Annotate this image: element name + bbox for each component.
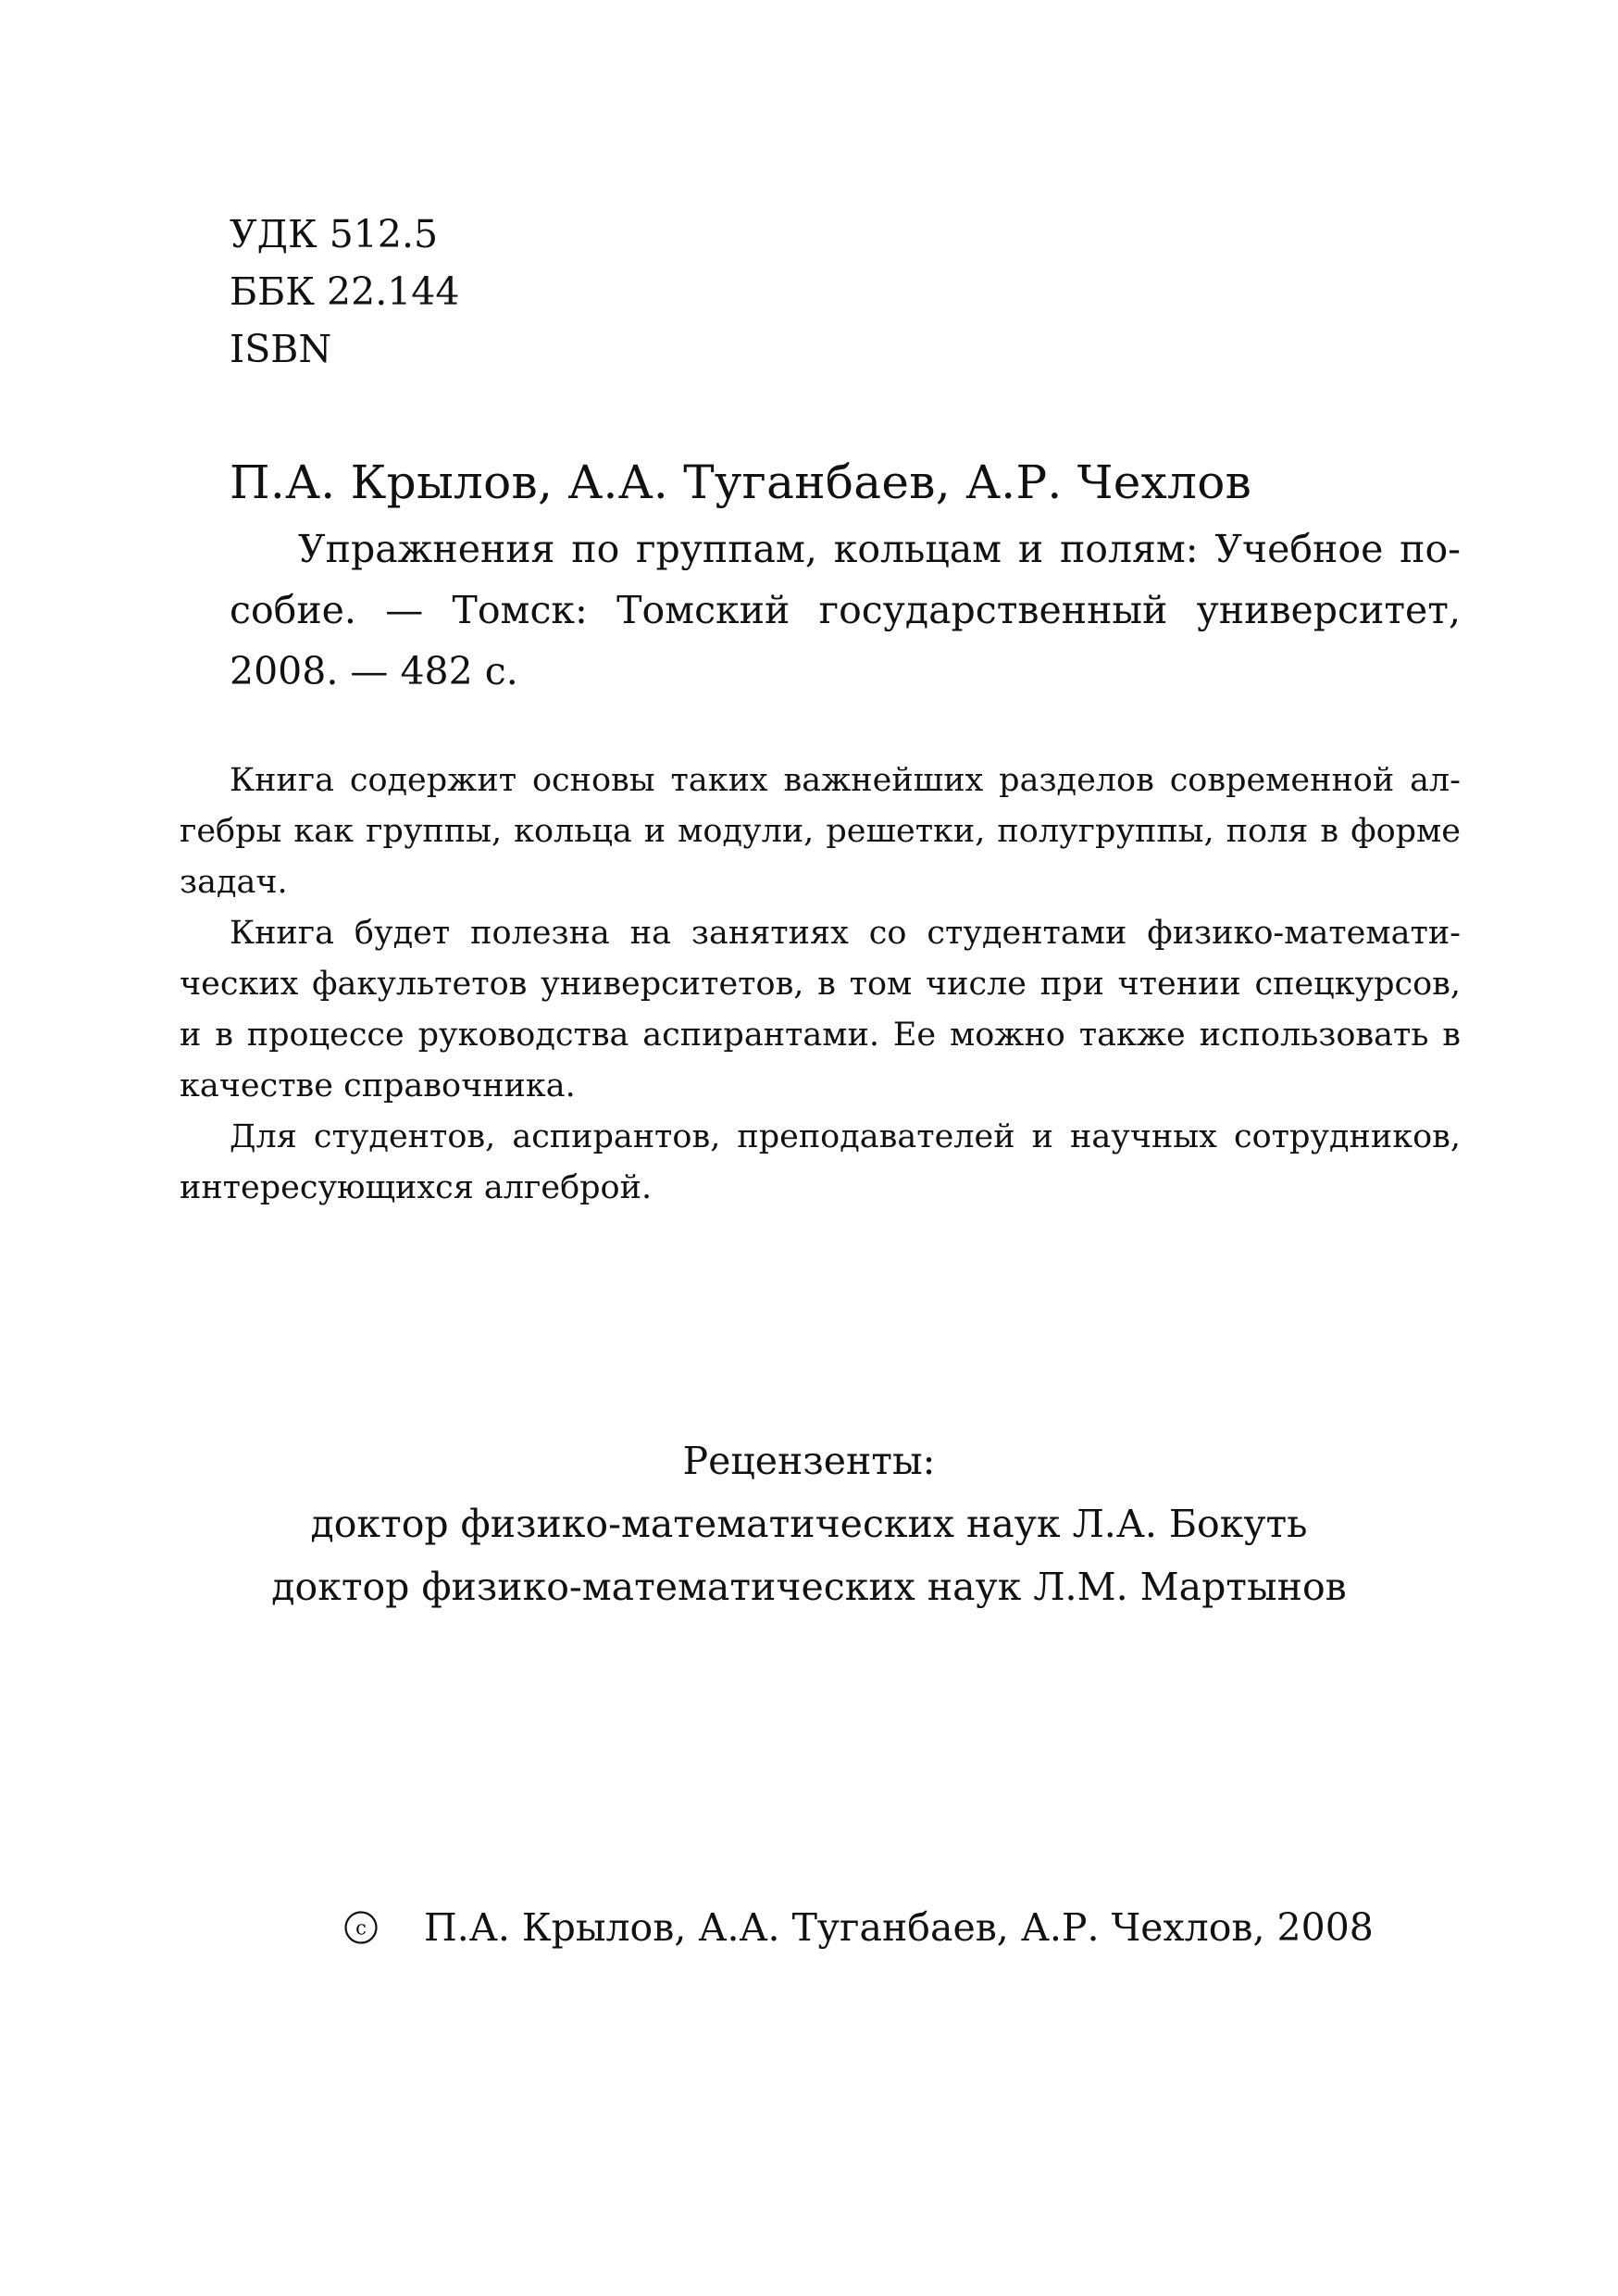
copyright-text: П.А. Крылов, А.А. Туганбаев, А.Р. Чехлов, 2008: [424, 1905, 1374, 1950]
copyright-icon: [344, 1911, 378, 1944]
annotation: [180, 755, 1461, 1214]
bbk-code: ББК 22.144: [230, 269, 460, 314]
book-authors: П.А. Крылов, А.А. Туганбаев, А.Р. Чехлов: [230, 455, 1252, 509]
reviewers-heading: Рецензенты:: [682, 1439, 936, 1483]
annotation-paragraph: Книга содержит основы таких важнейших разделов современной алгебры как группы, кольца и модули, решетки, полугруппы, поля в форме задач.: [180, 762, 1461, 901]
isbn-code: ISBN: [230, 327, 332, 371]
bibliographic-description: Упражнения по группам, кольцам и полям: Учебное пособие. — Томск: Томский государственный университет, 2008. — 482 с.: [230, 527, 1461, 693]
annotation-paragraph: Книга будет полезна на занятиях со студентами физико-математических факультетов университетов, в том числе при чтении спецкурсов, и в процессе руководства аспирантами. Ее можно также использовать в качестве справочника.: [180, 915, 1461, 1104]
reviewer-entry: доктор физико-математических наук Л.М. Мартынов: [271, 1565, 1347, 1609]
annotation-paragraph: Для студентов, аспирантов, преподавателей и научных сотрудников, интересующихся алгеброй.: [180, 1118, 1461, 1206]
catalog-codes: [230, 206, 459, 378]
copyright-line: [344, 1900, 1374, 1955]
svg-text:c: c: [355, 1916, 367, 1940]
reviewers-block: [0, 1429, 1618, 1618]
udk-code: УДК 512.5: [230, 212, 439, 256]
reviewer-entry: доктор физико-математических наук Л.А. Бокуть: [310, 1502, 1308, 1546]
